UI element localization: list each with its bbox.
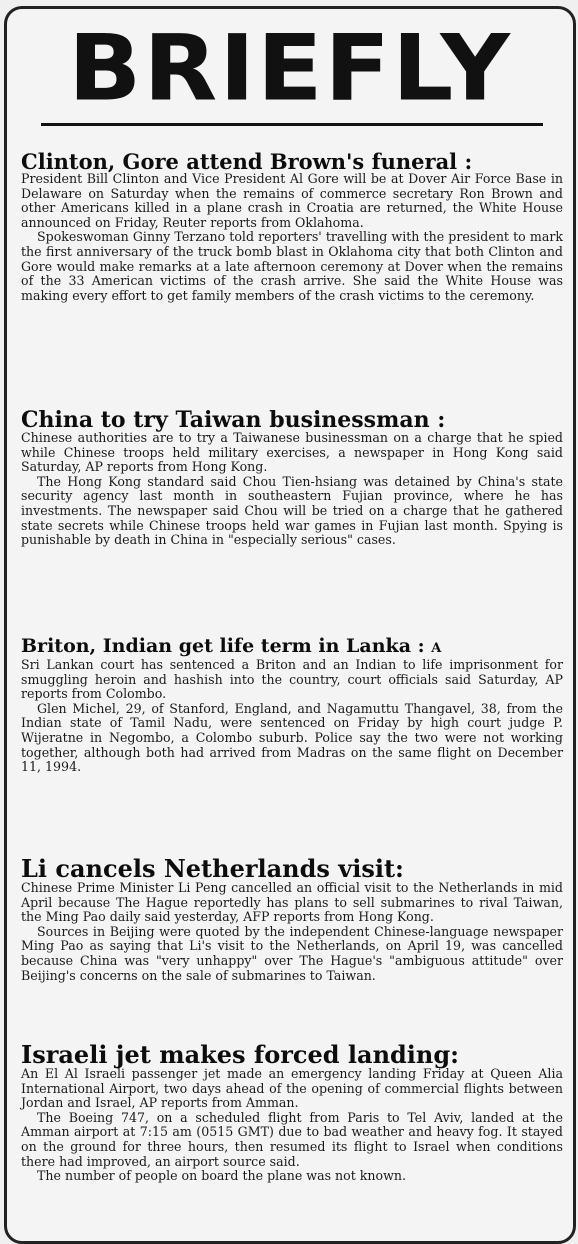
body-paragraph: Sri Lankan court has sentenced a Briton and an Indian to life imprisonment for smuggling heroin and hashish into the country, court officials said Saturday, AP reports from Colombo. [21, 657, 563, 702]
masthead-title: BRIEFLY [68, 14, 512, 122]
headline-text: Briton, Indian get life term in Lanka : [21, 635, 425, 657]
masthead-rule [41, 123, 543, 126]
headline: Clinton, Gore attend Brown's funeral : [21, 149, 473, 174]
body-paragraph: Spokeswoman Ginny Terzano told reporters' travelling with the president to mark the first anniversary of the truck bomb blast in Oklahoma city that both Clinton and Gore would make remarks at a late afternoon ceremony at Dover when the remains of the 33 American victims of the crash arrive. She said the White House was making every effort to get family members of the crash victims to the ceremony. [21, 229, 563, 303]
body-paragraph: Sources in Beijing were quoted by the independent Chinese-language newspaper Ming Pao as saying that Li's visit to the Netherlands, on April 19, was cancelled because China was "very unhappy" over The Hague's "ambiguous attitude" over Beijing's concerns on the sale of submarines to Taiwan. [21, 923, 563, 983]
body-paragraph: Glen Michel, 29, of Stanford, England, and Nagamuttu Thangavel, 38, from the Indian state of Tamil Nadu, were sentenced on Friday by high court judge P. Wijeratne in Negombo, a Colombo suburb. Police say the two were not working together, although both had arrived from Madras on the same flight on December 11, 1994. [21, 700, 563, 775]
body-paragraph: President Bill Clinton and Vice President Al Gore will be at Dover Air Force Base in Delaware on Saturday when the remains of commerce secretary Ron Brown and other Americans killed in a plane crash in Croatia are returned, the White House announced on Friday, Reuter reports from Oklahoma. [21, 171, 563, 230]
news-brief [21, 149, 563, 303]
body-paragraph: The number of people on board the plane was not known. [37, 1168, 407, 1184]
news-brief [21, 407, 563, 548]
body-paragraph: The Hong Kong standard said Chou Tien-hsiang was detained by China's state security agency last month in southeastern Fujian province, where he has investments. The newspaper said Chou will be tried on a charge that he gathered state secrets while Chinese troops held war games in Fujian last month. Spying is punishable by death in China in "especially serious" cases. [21, 473, 563, 548]
headline: Li cancels Netherlands visit: [21, 854, 404, 883]
news-brief [21, 635, 563, 775]
headline: Israeli jet makes forced landing: [21, 1040, 459, 1069]
news-brief [21, 1041, 563, 1184]
headline: China to try Taiwan businessman : [21, 407, 446, 433]
lead-in: A [431, 641, 442, 656]
body-paragraph: Chinese authorities are to try a Taiwanese businessman on a charge that he spied while Chinese troops held military exercises, a newspaper in Hong Kong said Saturday, AP reports from Hong Kong. [21, 430, 563, 475]
news-clipping [4, 6, 576, 1244]
masthead [37, 14, 543, 122]
body-paragraph: The Boeing 747, on a scheduled flight from Paris to Tel Aviv, landed at the Amman airport at 7:15 am (0515 GMT) due to bad weather and heavy fog. It stayed on the ground for three hours, then resumed its flight to Israel when conditions there had improved, an airport source said. [21, 1109, 563, 1169]
body-paragraph: An El Al Israeli passenger jet made an emergency landing Friday at Queen Alia International Airport, two days ahead of the opening of commercial flights between Jordan and Israel, AP reports from Amman. [21, 1066, 563, 1111]
body-paragraph: Chinese Prime Minister Li Peng cancelled an official visit to the Netherlands in mid April because The Hague reportedly has plans to sell submarines to rival Taiwan, the Ming Pao daily said yesterday, AFP reports from Hong Kong. [21, 880, 563, 925]
news-brief [21, 855, 563, 983]
